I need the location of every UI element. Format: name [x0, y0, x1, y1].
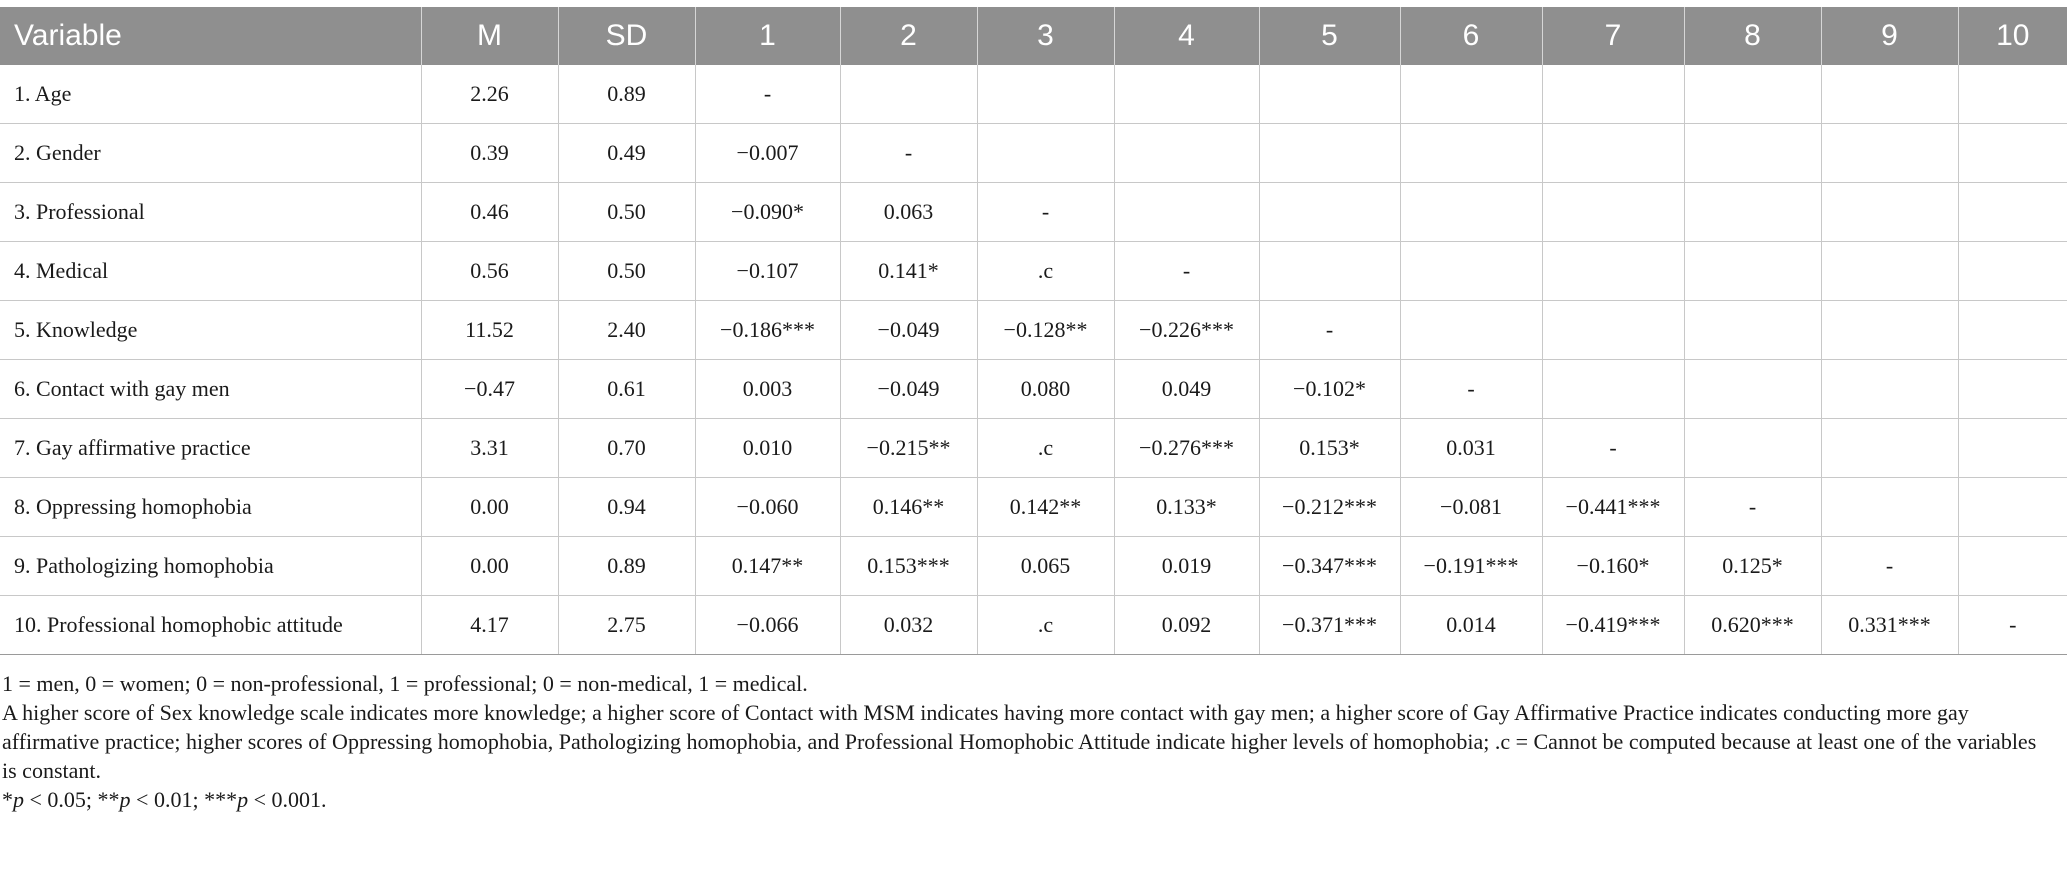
variable-cell: 1. Age — [0, 65, 421, 124]
correlation-cell-4: −0.276*** — [1114, 419, 1259, 478]
header-col-2: 2 — [840, 7, 977, 65]
sd-cell: 0.50 — [558, 242, 695, 301]
correlation-cell-7: −0.441*** — [1542, 478, 1684, 537]
table-row — [0, 301, 2067, 360]
correlation-cell-2: 0.153*** — [840, 537, 977, 596]
correlation-cell-8: 0.125* — [1684, 537, 1821, 596]
correlation-cell-6: −0.081 — [1400, 478, 1542, 537]
correlation-cell-3: .c — [977, 419, 1114, 478]
header-col-4: 4 — [1114, 7, 1259, 65]
correlation-cell-3 — [977, 124, 1114, 183]
correlation-table — [0, 7, 2067, 655]
correlation-cell-10 — [1958, 183, 2067, 242]
correlation-cell-8 — [1684, 65, 1821, 124]
table-row — [0, 242, 2067, 301]
correlation-cell-5: 0.153* — [1259, 419, 1400, 478]
header-sd: SD — [558, 7, 695, 65]
correlation-cell-9 — [1821, 65, 1958, 124]
correlation-cell-7: −0.160* — [1542, 537, 1684, 596]
correlation-cell-6: −0.191*** — [1400, 537, 1542, 596]
correlation-cell-9 — [1821, 478, 1958, 537]
sig-threshold-2: < 0.01; — [130, 787, 205, 812]
correlation-cell-4: 0.049 — [1114, 360, 1259, 419]
correlation-cell-3: 0.080 — [977, 360, 1114, 419]
note-interpretation: A higher score of Sex knowledge scale indicates more knowledge; a higher score of Contact with MSM indicates having more contact with gay men; a higher score of Gay Affirmative Practice indicates conducting more gay affirmative practice; higher scores of Oppressing homophobia, Pathologizing homophobia, and Professional Homophobic Attitude indicate higher levels of homophobia; .c = Cannot be computed because at least one of the variables is constant. — [2, 700, 2037, 783]
header-col-6: 6 — [1400, 7, 1542, 65]
mean-cell: −0.47 — [421, 360, 558, 419]
correlation-cell-3: 0.065 — [977, 537, 1114, 596]
correlation-cell-4: 0.133* — [1114, 478, 1259, 537]
correlation-cell-7: - — [1542, 419, 1684, 478]
correlation-cell-9: 0.331*** — [1821, 596, 1958, 655]
correlation-cell-2: −0.215** — [840, 419, 977, 478]
correlation-cell-1: −0.066 — [695, 596, 840, 655]
table-row — [0, 360, 2067, 419]
mean-cell: 0.00 — [421, 478, 558, 537]
sd-cell: 2.75 — [558, 596, 695, 655]
table-notes — [0, 669, 2052, 814]
table-row — [0, 183, 2067, 242]
correlation-cell-10 — [1958, 124, 2067, 183]
correlation-cell-10 — [1958, 65, 2067, 124]
variable-cell: 7. Gay affirmative practice — [0, 419, 421, 478]
correlation-cell-8 — [1684, 360, 1821, 419]
correlation-table-figure — [0, 7, 2067, 814]
correlation-cell-1: 0.010 — [695, 419, 840, 478]
variable-cell: 2. Gender — [0, 124, 421, 183]
correlation-cell-8: 0.620*** — [1684, 596, 1821, 655]
correlation-cell-4 — [1114, 124, 1259, 183]
correlation-cell-6 — [1400, 183, 1542, 242]
correlation-cell-5: −0.212*** — [1259, 478, 1400, 537]
sd-cell: 2.40 — [558, 301, 695, 360]
sd-cell: 0.61 — [558, 360, 695, 419]
sd-cell: 0.50 — [558, 183, 695, 242]
sig-star-2: ** — [97, 787, 120, 812]
correlation-cell-3: −0.128** — [977, 301, 1114, 360]
correlation-cell-9 — [1821, 183, 1958, 242]
correlation-cell-9 — [1821, 301, 1958, 360]
table-row — [0, 537, 2067, 596]
header-col-9: 9 — [1821, 7, 1958, 65]
variable-cell: 3. Professional — [0, 183, 421, 242]
header-col-1: 1 — [695, 7, 840, 65]
correlation-cell-1: 0.003 — [695, 360, 840, 419]
correlation-cell-7 — [1542, 301, 1684, 360]
table-row — [0, 65, 2067, 124]
correlation-cell-5 — [1259, 65, 1400, 124]
correlation-cell-3: .c — [977, 596, 1114, 655]
correlation-cell-10 — [1958, 419, 2067, 478]
correlation-cell-8 — [1684, 301, 1821, 360]
note-significance — [2, 785, 2052, 814]
correlation-cell-7 — [1542, 183, 1684, 242]
correlation-cell-2: 0.141* — [840, 242, 977, 301]
correlation-cell-4 — [1114, 183, 1259, 242]
mean-cell: 0.39 — [421, 124, 558, 183]
variable-cell: 8. Oppressing homophobia — [0, 478, 421, 537]
correlation-cell-10 — [1958, 360, 2067, 419]
sd-cell: 0.89 — [558, 537, 695, 596]
correlation-cell-10 — [1958, 537, 2067, 596]
correlation-cell-8 — [1684, 419, 1821, 478]
correlation-cell-3 — [977, 65, 1114, 124]
correlation-cell-1: - — [695, 65, 840, 124]
variable-cell: 5. Knowledge — [0, 301, 421, 360]
correlation-cell-2: −0.049 — [840, 360, 977, 419]
correlation-cell-7 — [1542, 124, 1684, 183]
header-col-7: 7 — [1542, 7, 1684, 65]
mean-cell: 0.46 — [421, 183, 558, 242]
mean-cell: 4.17 — [421, 596, 558, 655]
correlation-cell-9 — [1821, 360, 1958, 419]
sig-star-1: * — [2, 787, 13, 812]
correlation-cell-7: −0.419*** — [1542, 596, 1684, 655]
correlation-cell-1: −0.007 — [695, 124, 840, 183]
correlation-cell-2: - — [840, 124, 977, 183]
mean-cell: 3.31 — [421, 419, 558, 478]
correlation-cell-4: - — [1114, 242, 1259, 301]
correlation-cell-2: 0.146** — [840, 478, 977, 537]
correlation-cell-5 — [1259, 183, 1400, 242]
sd-cell: 0.49 — [558, 124, 695, 183]
correlation-cell-5: - — [1259, 301, 1400, 360]
sd-cell: 0.94 — [558, 478, 695, 537]
correlation-cell-7 — [1542, 65, 1684, 124]
correlation-cell-9 — [1821, 419, 1958, 478]
correlation-cell-9: - — [1821, 537, 1958, 596]
sd-cell: 0.89 — [558, 65, 695, 124]
correlation-cell-2: 0.063 — [840, 183, 977, 242]
table-row — [0, 419, 2067, 478]
correlation-cell-4: −0.226*** — [1114, 301, 1259, 360]
correlation-cell-9 — [1821, 242, 1958, 301]
header-col-5: 5 — [1259, 7, 1400, 65]
sig-star-3: *** — [204, 787, 238, 812]
correlation-cell-10 — [1958, 242, 2067, 301]
correlation-cell-6 — [1400, 301, 1542, 360]
correlation-cell-7 — [1542, 242, 1684, 301]
sig-threshold-3: < 0.001. — [248, 787, 327, 812]
variable-cell: 10. Professional homophobic attitude — [0, 596, 421, 655]
correlation-cell-3: .c — [977, 242, 1114, 301]
correlation-cell-8 — [1684, 183, 1821, 242]
correlation-cell-5: −0.347*** — [1259, 537, 1400, 596]
correlation-cell-5: −0.371*** — [1259, 596, 1400, 655]
correlation-cell-4: 0.019 — [1114, 537, 1259, 596]
correlation-cell-3: - — [977, 183, 1114, 242]
correlation-cell-5 — [1259, 242, 1400, 301]
mean-cell: 0.56 — [421, 242, 558, 301]
correlation-cell-6 — [1400, 124, 1542, 183]
variable-cell: 9. Pathologizing homophobia — [0, 537, 421, 596]
correlation-cell-6: - — [1400, 360, 1542, 419]
sig-p-2: p — [119, 787, 131, 812]
header-mean: M — [421, 7, 558, 65]
correlation-cell-8 — [1684, 242, 1821, 301]
correlation-cell-2: −0.049 — [840, 301, 977, 360]
correlation-cell-1: −0.186*** — [695, 301, 840, 360]
sig-threshold-1: < 0.05; — [24, 787, 98, 812]
correlation-cell-1: −0.107 — [695, 242, 840, 301]
mean-cell: 2.26 — [421, 65, 558, 124]
correlation-cell-1: −0.060 — [695, 478, 840, 537]
variable-cell: 6. Contact with gay men — [0, 360, 421, 419]
correlation-cell-8: - — [1684, 478, 1821, 537]
correlation-cell-6: 0.031 — [1400, 419, 1542, 478]
sig-p-1: p — [13, 787, 24, 812]
table-row — [0, 596, 2067, 655]
correlation-cell-6: 0.014 — [1400, 596, 1542, 655]
note-coding: 1 = men, 0 = women; 0 = non-professional, 1 = professional; 0 = non-medical, 1 = medical. — [2, 671, 808, 696]
correlation-cell-10 — [1958, 301, 2067, 360]
correlation-cell-1: −0.090* — [695, 183, 840, 242]
correlation-cell-5 — [1259, 124, 1400, 183]
mean-cell: 0.00 — [421, 537, 558, 596]
header-col-10: 10 — [1958, 7, 2067, 65]
correlation-cell-2 — [840, 65, 977, 124]
correlation-cell-9 — [1821, 124, 1958, 183]
header-col-3: 3 — [977, 7, 1114, 65]
correlation-cell-4: 0.092 — [1114, 596, 1259, 655]
correlation-cell-2: 0.032 — [840, 596, 977, 655]
correlation-cell-6 — [1400, 242, 1542, 301]
header-variable: Variable — [0, 7, 421, 65]
correlation-cell-3: 0.142** — [977, 478, 1114, 537]
correlation-cell-7 — [1542, 360, 1684, 419]
variable-cell: 4. Medical — [0, 242, 421, 301]
correlation-cell-6 — [1400, 65, 1542, 124]
correlation-cell-1: 0.147** — [695, 537, 840, 596]
correlation-cell-5: −0.102* — [1259, 360, 1400, 419]
correlation-cell-10 — [1958, 478, 2067, 537]
correlation-cell-8 — [1684, 124, 1821, 183]
table-body — [0, 65, 2067, 655]
correlation-cell-10: - — [1958, 596, 2067, 655]
table-row — [0, 124, 2067, 183]
mean-cell: 11.52 — [421, 301, 558, 360]
table-row — [0, 478, 2067, 537]
table-header-row — [0, 7, 2067, 65]
correlation-cell-4 — [1114, 65, 1259, 124]
header-col-8: 8 — [1684, 7, 1821, 65]
sig-p-3: p — [237, 787, 249, 812]
sd-cell: 0.70 — [558, 419, 695, 478]
